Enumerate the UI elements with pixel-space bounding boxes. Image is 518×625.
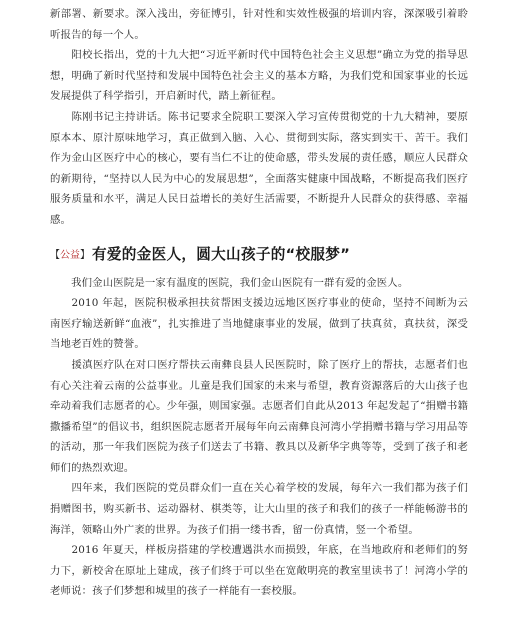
section-heading (50, 239, 468, 269)
paragraph-four-years: 四年来，我们医院的党员群众们一直在关心着学校的发展，每年六一我们都为孩子们捐赠图书，购买新书、运动器材、棋类等，让大山里的孩子和我们的孩子一样能畅游书的海洋，领略山外广袤的世界。为孩子们捐一缕书香，留一份真情，竖一个希望。 (50, 482, 468, 536)
paragraph-principal-remarks: 阳校长指出，党的十九大把“习近平新时代中国特色社会主义思想”确立为党的指导思想，明确了新时代坚持和发展中国特色社会主义的基本方略，为我们党和国家事业的长远发展提供了科学指引，开启新时代，踏上新征程。 (50, 49, 468, 103)
tag-bracket-close: 】 (80, 250, 90, 262)
tag-bracket-open: 【 (50, 250, 60, 262)
section-title: 有爱的金医人，圆大山孩子的“校服梦” (92, 246, 351, 264)
paragraph-2010: 2010 年起，医院积极承担扶贫帮困支援边远地区医疗事业的使命，坚持不间断为云南医疗输送新鲜“血液”，扎实推进了当地健康事业的发展，做到了扶真贫，真扶贫，深受当地老百姓的赞誉。 (50, 297, 468, 351)
paragraph-continuation: 新部署、新要求。深入浅出，旁征博引，针对性和实效性极强的培训内容，深深吸引着聆听报告的每一个人。 (50, 8, 468, 41)
tag-label: 公益 (60, 250, 80, 262)
paragraph-intro: 我们金山医院是一家有温度的医院，我们金山医院有一群有爱的金医人。 (50, 276, 409, 289)
section-tag (50, 246, 90, 261)
paragraph-volunteers: 援滇医疗队在对口医疗帮扶云南彝良县人民医院时，除了医疗上的帮扶，志愿者们也有心关注着云南的公益事业。儿童是我们国家的未来与希望，教育资源落后的大山孩子也牵动着我们志愿者的心。少年强，则国家强。志愿者们自此从2013 年起发起了“捐赠书籍 撒播希望”的倡议书，组织医院志愿者开展每年向云南彝良河湾小学捐赠书籍与学习用品等的活动，那一年我们医院为孩子们送去了书籍、教具以及新华字典等等，受到了孩子和老师们的热烈欢迎。 (50, 358, 472, 474)
paragraph-2016: 2016 年夏天，样板房搭建的学校遭遇洪水而损毁，年底，在当地政府和老师们的努力下，新校舍在原址上建成，孩子们终于可以坐在宽敞明亮的教室里读书了！河湾小学的老师说：孩子们梦想和城里的孩子一样能有一套校服。 (50, 544, 468, 598)
paragraph-secretary-speech: 陈刚书记主持讲话。陈书记要求全院职工要深入学习宣传贯彻党的十九大精神，要原原本本、原汁原味地学习，真正做到入脑、入心、贯彻到实际，落实到实干、苦干。我们作为金山区医疗中心的核心，要有当仁不让的使命感，带头发展的责任感，顺应人民群众的新期待，“坚持以人民为中心的发展思想”，全面落实健康中国战略，不断提高我们医疗服务质量和水平，满足人民日益增长的美好生活需要，不断提升人民群众的获得感、幸福感。 (50, 110, 468, 226)
